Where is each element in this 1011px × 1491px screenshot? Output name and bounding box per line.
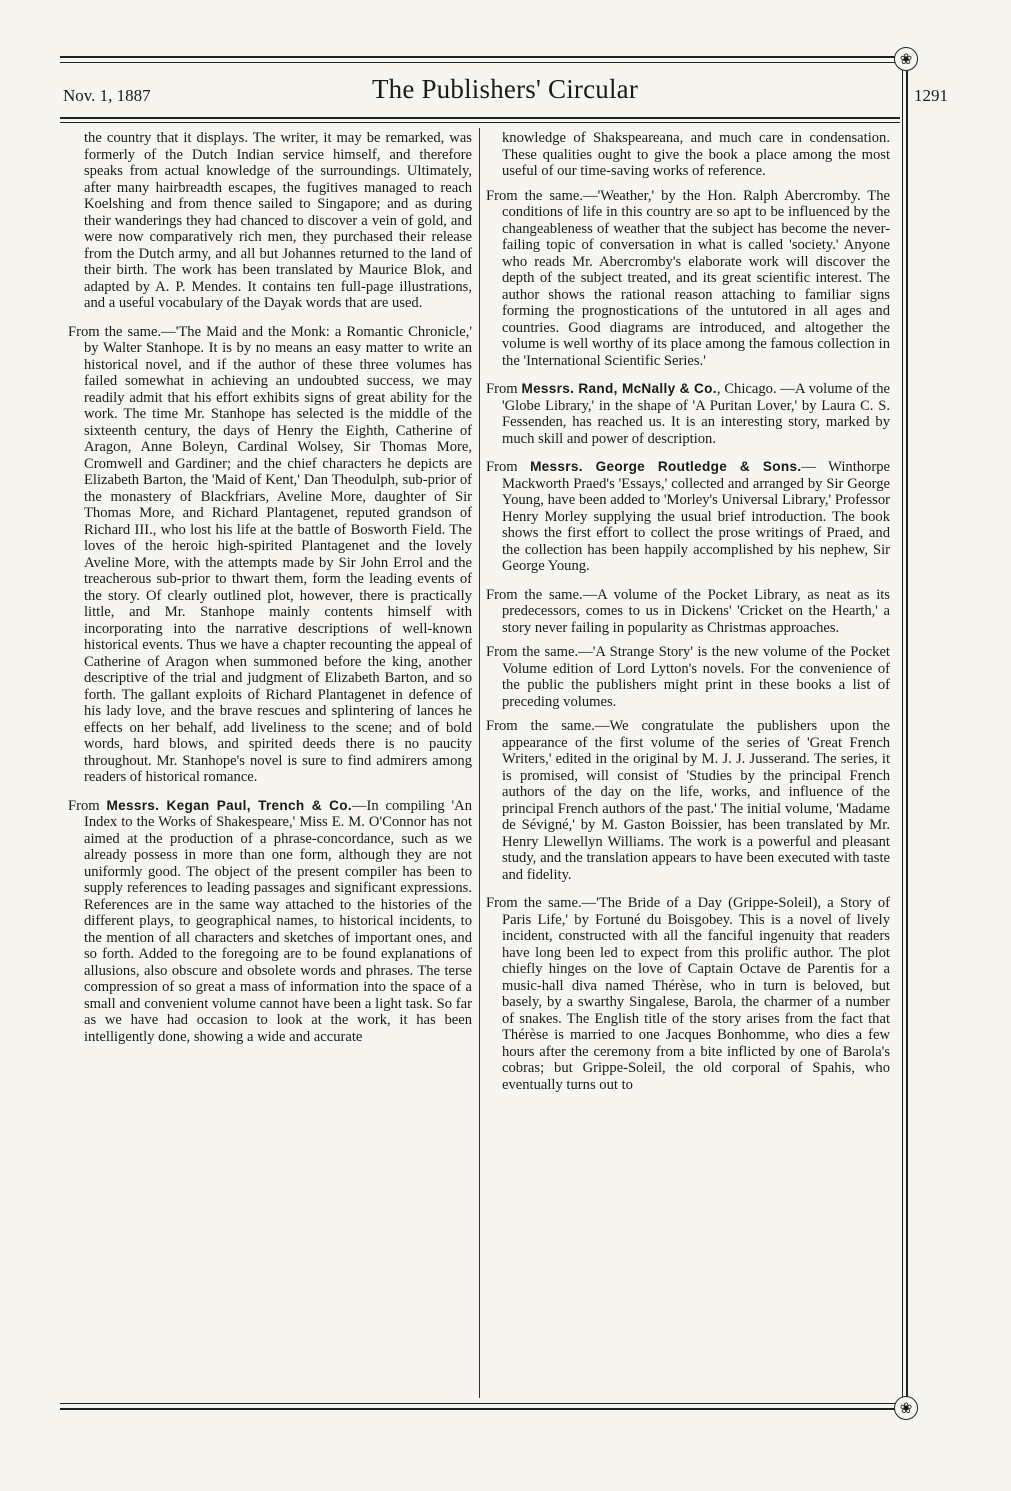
review-pocket-library: From the same.—A volume of the Pocket Library, as neat as its predecessors, comes to us in Dickens' 'Cricket on the Hearth,' a story never failing in popularity as Christmas approaches. <box>486 586 890 636</box>
routledge-lead: From <box>486 459 518 475</box>
issue-date: Nov. 1, 1887 <box>63 86 151 105</box>
publisher-rand-mcnally: Messrs. Rand, McNally & Co. <box>521 381 717 396</box>
review-weather: From the same.—'Weather,' by the Hon. Ralph Abercromby. The conditions of life in this country are so apt to be influenced by the changeableness of weather that the subject has become the never-failing topic of conversation in what is called 'society.' Anyone who reads Mr. Abercromby's elaborate work will discover the depth of the subject treated, and its great scientific interest. The author shows the rational reason attaching to familiar signs forming the prognostications of the untutored in all ages and countries. Good diagrams are introduced, and altogether the volume is well worthy of its place among the famous collection in the 'International Scientific Series.' <box>486 187 890 369</box>
right-border-rule <box>906 68 908 1408</box>
page-number: 1291 <box>914 86 948 105</box>
running-header <box>60 74 950 114</box>
left-column <box>68 130 472 1395</box>
column-divider <box>479 128 480 1398</box>
review-rand-mcnally <box>486 381 890 447</box>
kegan-lead: From <box>68 797 100 814</box>
bottom-rule-thick <box>60 1408 900 1410</box>
review-routledge <box>486 459 890 575</box>
top-rule-thick <box>60 56 900 58</box>
publication-title: The Publishers' Circular <box>371 74 639 104</box>
bottom-rule-thin <box>60 1403 900 1404</box>
review-continuation-shakespeare: knowledge of Shakspeareana, and much care in condensation. These qualities ought to give the book a place among the most useful of our time-saving works of reference. <box>502 130 890 179</box>
review-kegan-paul-index <box>68 798 472 1046</box>
header-rule-thin <box>60 122 900 123</box>
publisher-kegan-paul: Messrs. Kegan Paul, Trench & Co. <box>106 797 352 813</box>
bottom-ornament-icon: ❀ <box>894 1396 918 1420</box>
routledge-body: — Winthorpe Mackworth Praed's 'Essays,' collected and arranged by Sir George Young, have been added to 'Morley's Universal Library,' Professor Henry Morley supplying the usual brief introduction. The book shows the first effort to collect the prose writings of Praed, and the collection has been happily accomplished by his nephew, Sir George Young. <box>502 459 890 574</box>
header-rule-thick <box>60 117 900 119</box>
review-maid-and-monk: From the same.—'The Maid and the Monk: a Romantic Chronicle,' by Walter Stanhope. It is by no means an easy matter to write an historical novel, and if the author of these three volumes has failed somewhat in achieving an undoubted success, we may readily admit that his effort exhibits signs of great ability for the work. The time Mr. Stanhope has selected is the middle of the sixteenth century, the days of Henry the Eighth, Catherine of Aragon, Anne Boleyn, Cardinal Wolsey, Sir Thomas More, Cromwell and Gardiner; and the chief characters he depicts are Elizabeth Barton, the 'Maid of Kent,' Dan Theodulph, sub-prior of the monastery of Blackfriars, Aveline More, daughter of Sir Thomas More, and Richard Plantagenet, reputed grandson of Richard III., who lost his life at the battle of Bosworth Field. The loves of the heroic high-spirited Plantagenet and the lovely Aveline More, with the attempts made by Sir John Errol and the treacherous sub-prior to thwart them, form the leading events of the story. Of clearly outlined plot, however, there is practically little, and Mr. Stanhope mainly contents himself with incorporating into the narrative descriptions of well-known historical events. Thus we have a chapter recounting the appeal of Catherine of Aragon when summoned before the king, another descriptive of the trial and judgment of Elizabeth Barton, and so forth. The gallant exploits of Richard Plantagenet in defence of his lady love, and the brave rescues and splintering of lances he effects on her behalf, add liveliness to the scene; and of bold words, hard blows, and spirited deeds there is no paucity throughout. Mr. Stanhope's novel is sure to find admirers among readers of historical romance. <box>68 323 472 785</box>
review-strange-story: From the same.—'A Strange Story' is the new volume of the Pocket Volume edition of Lord Lytton's novels. For the convenience of the public the publishers might print in these books a list of preceding volumes. <box>486 644 890 710</box>
top-ornament-icon: ❀ <box>894 47 918 71</box>
publisher-routledge: Messrs. George Routledge & Sons. <box>530 459 802 474</box>
rand-lead: From <box>486 381 518 397</box>
right-border-rule-inner <box>902 68 903 1408</box>
review-bride-of-a-day: From the same.—'The Bride of a Day (Grippe-Soleil), a Story of Paris Life,' by Fortuné du Boisgobey. This is a novel of lively incident, constructed with all the fanciful ingenuity that readers have long been led to expect from this prolific author. The plot chiefly hinges on the love of Captain Octave de Parentis for a music-hall diva named Thérèse, who in turn is beloved, but basely, by a swarthy Singalese, Barola, the charmer of a number of snakes. The English title of the story arises from the fact that Thérèse is married to one Jacques Bonhomme, who dies a few hours after the ceremony from a bite inflicted by one of Barola's cobras; but Grippe-Soleil, the old corporal of Spahis, who eventually turns out to <box>486 895 890 1093</box>
right-column <box>486 130 890 1395</box>
kegan-body: —In compiling 'An Index to the Works of Shakespeare,' Miss E. M. O'Connor has not aimed at the production of a phrase-concordance, such as we already possess in more than one form, although they are not uniformly good. The object of the present compiler has been to supply references to leading passages and significant expressions. References are in the same way attached to the histories of the different plays, to geographical names, to historical incidents, to the mention of all characters and sketches of important ones, and so forth. Added to the foregoing are to be found explanations of allusions, also obscure and obsolete words and phrases. The terse compression of so great a mass of information into the space of a small and convenient volume cannot have been a light task. So far as we have had occasion to look at the work, it has been intelligently done, showing a wide and accurate <box>84 797 472 1045</box>
rand-body: , Chicago. —A volume of the 'Globe Library,' in the shape of 'A Puritan Lover,' by Laura C. S. Fessenden, has reached us. It is an interesting story, marked by much skill and power of description. <box>502 381 890 447</box>
top-rule-thin <box>60 62 900 63</box>
review-continuation-dayak: the country that it displays. The writer, it may be remarked, was formerly of the Dutch Indian service himself, and therefore speaks from actual knowledge of the surroundings. Ultimately, after many hairbreadth escapes, the fugitives managed to reach Koelshing and from thence sailed to Singapore; and as during their wanderings they had chanced to discover a vein of gold, and were now comparatively rich men, they purchased their release from the Dutch army, and all but Johannes returned to the land of their birth. The work has been translated by Maurice Blok, and adapted by A. P. Mendes. It contains ten full-page illustrations, and a useful vocabulary of the Dayak words that are used. <box>84 130 472 311</box>
review-great-french-writers: From the same.—We congratulate the publishers upon the appearance of the first volume of the series of 'Great French Writers,' edited in the original by M. J. J. Jusserand. The series, it is promised, will consist of 'Studies by the principal French authors of the day on the life, works, and influence of the principal French authors of the past.' The initial volume, 'Madame de Sévigné,' by M. Gaston Boissier, has been translated by Mr. Henry Llewellyn Williams. The work is a powerful and pleasant study, and the translation appears to have been executed with taste and fidelity. <box>486 718 890 883</box>
